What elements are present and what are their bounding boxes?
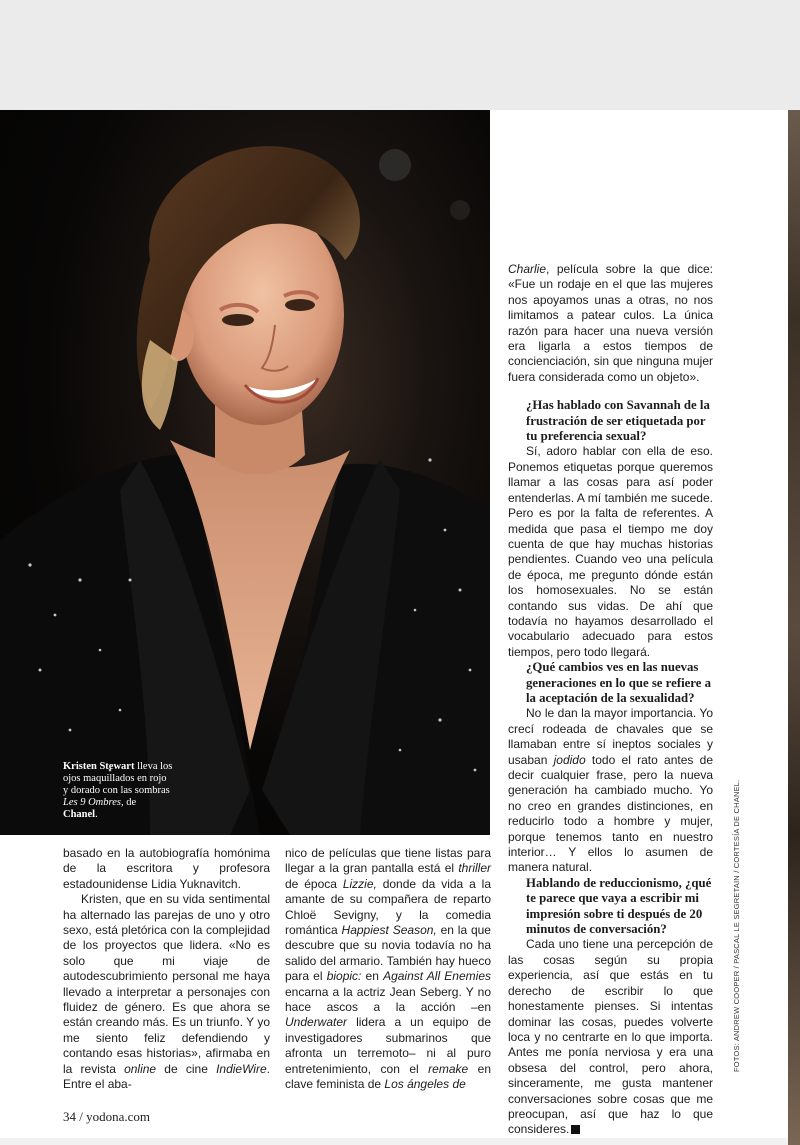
paragraph: nico de películas que tiene listas para llegar a la gran pantalla está el thriller de época Lizzie, donde da vida a la amante de su compañera de reparto Chloë Sevigny, y la comedia romántica Happiest Season, en la que descubre que su novia todavía no ha salido del armario. También hay hueco para el biopic: en Against All Enemies encarna a la actriz Jean Seberg. Y no hace ascos a la acción –en Underwater lidera a un equipo de investigadores submarinos que afronta un terremoto– ni al puro entretenimiento, con el remake en clave feminista de Los ángeles de [285, 846, 491, 1092]
answer: Cada uno tiene una percepción de las cosas según su propia experiencia, así que estás en tu derecho de escribir lo que honestamente pienses. Si intentas dominar las cosas, puedes volverte loca y no centrarte en lo que importa. Antes me ponía nerviosa y era una obsesa del control, pero ahora, sinceramente, me gusta mantener conversaciones sobre cosas que me preocupan, así que haz lo que consideres. [508, 937, 713, 1137]
end-mark-icon [571, 1125, 580, 1134]
question: ¿Has hablado con Savannah de la frustración de ser etiquetada por tu preferencia sexual? [526, 398, 710, 444]
text-column-1 [63, 846, 270, 1093]
portrait-photo [0, 110, 490, 835]
adjacent-page-edge [788, 110, 800, 1145]
bottom-margin [0, 1138, 788, 1145]
page-folio: 34 / yodona.com [63, 1109, 151, 1124]
photo-caption: Kristen Stewart lleva los ojos maquillados en rojo y dorado con las sombras Les 9 Ombres, de Chanel. [63, 761, 173, 820]
photo-credit: FOTOS: ANDREW COOPER / PASCAL LE SEGRETAIN / CORTESÍA DE CHANEL. [732, 779, 741, 1072]
answer: No le dan la mayor importancia. Yo crecí rodeada de chavales que se llamaban entre sí ineptos sociales y usaban jodido todo el rato antes de decir cualquier frase, pero la nueva generación ha cambiado mucho. Yo no creo en grandes distinciones, en reducirlo todo a hombre y mujer, porque tenemos tanto en nuestro interior… Y ellos lo asumen de manera natural. [508, 706, 713, 875]
text-column-3 [508, 262, 713, 1138]
answer: Sí, adoro hablar con ella de eso. Ponemos etiquetas porque queremos llamar a las cosas para así poder entenderlas. A mí también me sucede. Pero es por la falta de referentes. A medida que pasa el tiempo me doy cuenta de que hay muchas historias pendientes. Cuando veo una película de época, me pregunto dónde están los homosexuales. No se están contando sus vidas. De ahí que todavía no hayamos desarrollado el vocabulario adecuado para estos tiempos, pero todo llegará. [508, 444, 713, 659]
top-margin [0, 0, 800, 110]
paragraph: basado en la autobiografía homónima de la escritora y profesora estadounidense Lidia Yuknavitch. [63, 846, 270, 891]
paragraph: Kristen, que en su vida sentimental ha alternado las parejas de uno y otro sexo, está pletórica con la complejidad de los proyectos que lidera. «No es solo que mi viaje de autodescubrimiento personal me haya llevado a interpretar a personajes con fluidez de género. Es que ahora se están creando más. Es un triunfo. Y yo me siento feliz defendiendo y contando esas historias», afirmaba en la revista online de cine IndieWire. Entre el aba- [63, 892, 270, 1092]
question: Hablando de reduccionismo, ¿qué te parece que vaya a escribir mi impresión sobre ti después de 20 minutos de conversación? [526, 875, 712, 937]
text-column-2 [285, 846, 491, 1093]
paragraph: Charlie, película sobre la que dice: «Fue un rodaje en el que las mujeres nos apoyamos unas a otras, no nos limitamos a patear culos. La única razón para hacer una nueva versión era ligarla a estos tiempos de concienciación, sin que ninguna mujer fuera considerada como un objeto». [508, 262, 713, 384]
caption-name: Kristen Stewart [63, 761, 135, 772]
portrait-illustration [0, 110, 490, 835]
question: ¿Qué cambios ves en las nuevas generaciones en lo que se refiere a la aceptación de la sexualidad? [526, 660, 712, 705]
